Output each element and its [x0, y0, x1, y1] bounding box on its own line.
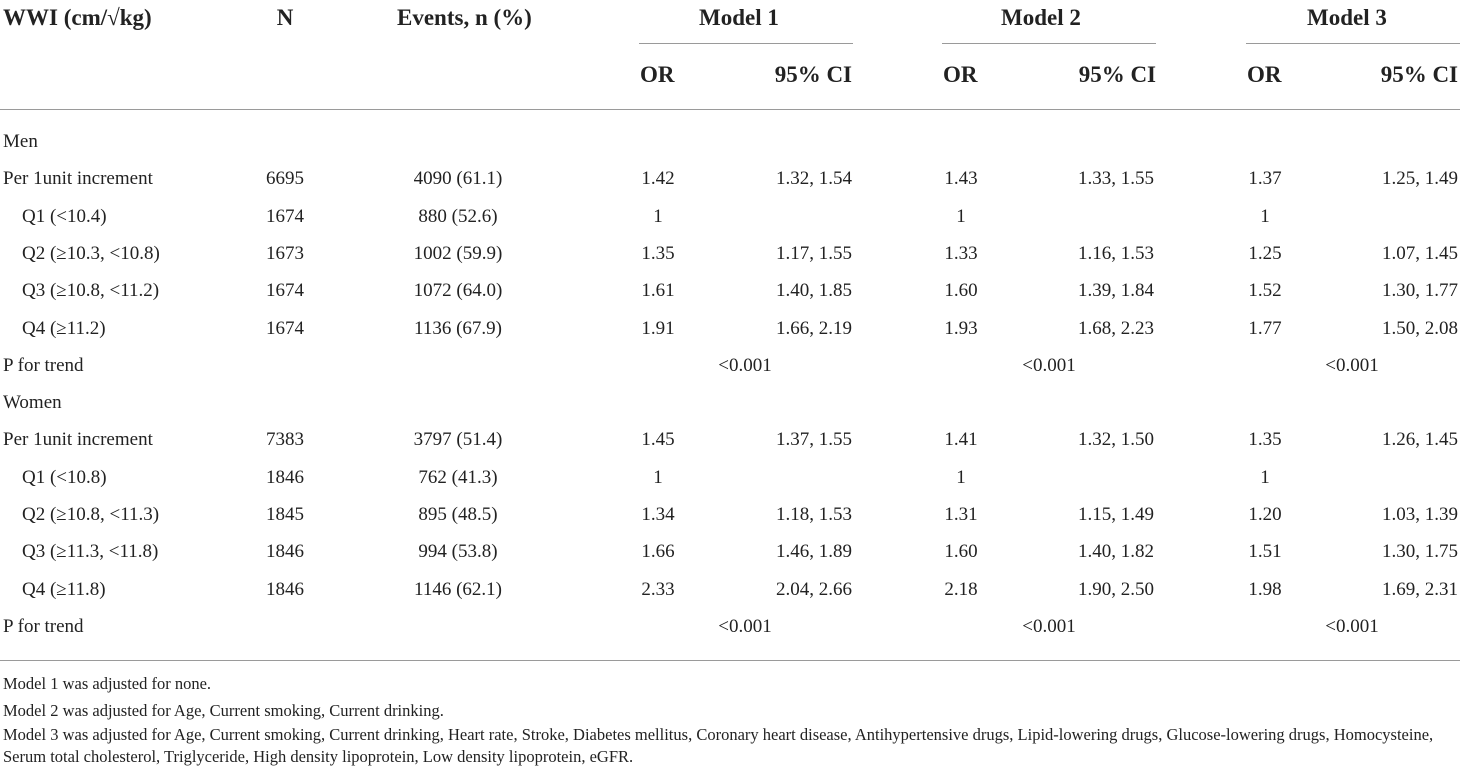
cell-m3-or: 1 [1260, 205, 1270, 227]
row-label: Men [3, 131, 38, 152]
cell-m3-ci: 1.26, 1.45 [1382, 429, 1458, 451]
cell-m3-or: 1.20 [1248, 504, 1282, 525]
cell-m2-or: 1.93 [944, 317, 978, 339]
cell-m1-or: 1.66 [641, 541, 675, 563]
row-label: Q3 (≥11.3, <11.8) [22, 541, 159, 563]
cell-events: 1072 (64.0) [413, 280, 503, 302]
cell-m3-ci: 1.69, 2.31 [1382, 578, 1458, 600]
cell-m2-or: 1.41 [944, 429, 978, 451]
cell-m2-ci: 1.16, 1.53 [1078, 242, 1154, 264]
cell-events: 3797 (51.4) [413, 429, 503, 451]
model3-rule [1246, 43, 1460, 44]
cell-m3-ci: 1.50, 2.08 [1382, 317, 1458, 339]
cell-m1-ci: 1.32, 1.54 [776, 168, 852, 190]
cell-m2-or: 2.18 [944, 578, 978, 600]
cell-n: 1846 [266, 466, 304, 488]
footnote-3: Model 3 was adjusted for Age, Current smoking, Current drinking, Heart rate, Stroke, Diabetes mellitus, Coronary heart disease, Antihypertensive drugs, Lipid-lowering drugs, Glucose-lowering drugs, Homocysteine, Serum total cholesterol, Triglyceride, High density lipoprotein, Low density lipoprotein, eGFR. [3, 725, 1434, 766]
header-model3: Model 3 [1307, 5, 1387, 30]
table-row [0, 348, 1460, 385]
cell-m2-p-trend: <0.001 [1022, 615, 1076, 637]
row-label: P for trend [3, 615, 84, 637]
cell-m1-or: 1.45 [641, 429, 675, 451]
cell-m2-ci: 1.39, 1.84 [1078, 280, 1154, 302]
cell-m3-or: 1.51 [1248, 541, 1282, 563]
cell-m2-or: 1 [956, 205, 966, 227]
cell-m2-or: 1.33 [944, 242, 978, 264]
cell-m2-ci: 1.33, 1.55 [1078, 168, 1154, 190]
cell-n: 1674 [266, 317, 304, 339]
model1-or-header: OR [640, 62, 675, 87]
cell-m1-or: 1 [653, 205, 663, 227]
cell-n: 1673 [266, 242, 304, 264]
cell-m2-or: 1.60 [944, 541, 978, 563]
row-label: Q1 (<10.8) [22, 466, 107, 488]
cell-n: 1674 [266, 205, 304, 227]
cell-m3-ci: 1.07, 1.45 [1382, 242, 1458, 264]
cell-n: 1846 [266, 541, 304, 563]
cell-m1-ci: 1.66, 2.19 [776, 317, 852, 339]
cell-m2-or: 1.31 [944, 504, 978, 525]
cell-n: 1674 [266, 280, 304, 302]
table-row [0, 385, 1460, 422]
cell-m2-or: 1.43 [944, 168, 978, 190]
cell-m1-ci: 1.37, 1.55 [776, 429, 852, 451]
cell-m3-or: 1.25 [1248, 242, 1282, 264]
row-label: Q4 (≥11.2) [22, 317, 106, 339]
header-n-text: N [276, 5, 294, 30]
model2-ci-header: 95% CI [1078, 62, 1156, 87]
table-row [0, 236, 1460, 273]
model1-rule [639, 43, 853, 44]
header-bottom-rule [0, 109, 1460, 110]
header-model1: Model 1 [699, 5, 779, 30]
cell-m2-ci: 1.32, 1.50 [1078, 429, 1154, 451]
cell-m2-p-trend: <0.001 [1022, 354, 1076, 376]
cell-events: 1002 (59.9) [413, 242, 503, 264]
cell-m3-or: 1.77 [1248, 317, 1282, 339]
cell-events: 762 (41.3) [418, 466, 498, 488]
row-label: Q1 (<10.4) [22, 205, 107, 227]
table-row [0, 422, 1460, 459]
cell-m3-p-trend: <0.001 [1325, 354, 1379, 376]
model2-or-header: OR [943, 62, 978, 87]
cell-events: 880 (52.6) [418, 205, 498, 227]
table-row [0, 273, 1460, 310]
row-label: Q2 (≥10.8, <11.3) [22, 504, 160, 525]
cell-m1-or: 1 [653, 466, 663, 488]
cell-m2-ci: 1.68, 2.23 [1078, 317, 1154, 339]
cell-m1-ci: 2.04, 2.66 [776, 578, 852, 600]
row-label: Q2 (≥10.3, <10.8) [22, 242, 160, 264]
cell-m3-or: 1.37 [1248, 168, 1282, 190]
cell-m3-ci: 1.30, 1.75 [1382, 541, 1458, 563]
table-row [0, 497, 1460, 534]
table-row [0, 534, 1460, 571]
cell-events: 1146 (62.1) [414, 578, 502, 600]
cell-m3-ci: 1.03, 1.39 [1382, 504, 1458, 525]
cell-m2-ci: 1.15, 1.49 [1078, 504, 1154, 525]
cell-m1-or: 1.42 [641, 168, 675, 190]
table-row [0, 460, 1460, 497]
cell-m3-or: 1.98 [1248, 578, 1282, 600]
table-row [0, 609, 1460, 646]
cell-m1-or: 1.91 [641, 317, 675, 339]
cell-n: 1846 [266, 578, 304, 600]
cell-m1-p-trend: <0.001 [718, 615, 772, 637]
cell-m1-ci: 1.17, 1.55 [776, 242, 852, 264]
row-label: Per 1unit increment [3, 168, 153, 190]
cell-m3-or: 1.52 [1248, 280, 1282, 302]
cell-events: 1136 (67.9) [414, 317, 502, 339]
cell-m1-ci: 1.40, 1.85 [776, 280, 852, 302]
cell-m1-or: 1.35 [641, 242, 675, 264]
table-row [0, 124, 1460, 161]
row-label: Women [3, 392, 62, 414]
cell-m3-or: 1 [1260, 466, 1270, 488]
cell-n: 7383 [266, 429, 304, 451]
cell-m3-ci: 1.30, 1.77 [1382, 280, 1458, 302]
table-row [0, 199, 1460, 236]
model3-or-header: OR [1247, 62, 1282, 87]
cell-m2-ci: 1.40, 1.82 [1078, 541, 1154, 563]
cell-m1-or: 1.61 [641, 280, 675, 302]
cell-m3-p-trend: <0.001 [1325, 615, 1379, 637]
cell-m1-or: 2.33 [641, 578, 675, 600]
row-label: P for trend [3, 354, 84, 376]
cell-n: 6695 [266, 168, 304, 190]
cell-events: 895 (48.5) [418, 504, 498, 525]
table-row [0, 572, 1460, 609]
row-label: Q3 (≥10.8, <11.2) [22, 280, 160, 302]
table-row [0, 311, 1460, 348]
header-model2: Model 2 [1001, 5, 1081, 30]
cell-events: 994 (53.8) [418, 541, 498, 563]
footnote-1: Model 1 was adjusted for none. [3, 674, 212, 693]
model2-rule [942, 43, 1156, 44]
cell-n: 1845 [266, 504, 304, 525]
cell-m2-ci: 1.90, 2.50 [1078, 578, 1154, 600]
cell-m1-or: 1.34 [641, 504, 675, 525]
cell-m2-or: 1 [956, 466, 966, 488]
model3-ci-header: 95% CI [1380, 62, 1458, 87]
header-events: Events, n (%) [397, 5, 532, 30]
row-label: Per 1unit increment [3, 429, 153, 451]
cell-m3-ci: 1.25, 1.49 [1382, 168, 1458, 190]
cell-events: 4090 (61.1) [413, 168, 503, 190]
model1-ci-header: 95% CI [774, 62, 852, 87]
row-label: Q4 (≥11.8) [22, 578, 106, 600]
table-row [0, 161, 1460, 198]
cell-m1-ci: 1.18, 1.53 [776, 504, 852, 525]
table-bottom-rule [0, 660, 1460, 661]
cell-m2-or: 1.60 [944, 280, 978, 302]
cell-m3-or: 1.35 [1248, 429, 1282, 451]
cell-m1-p-trend: <0.001 [718, 354, 772, 376]
footnote-2: Model 2 was adjusted for Age, Current smoking, Current drinking. [3, 701, 444, 720]
header-wwi: WWI (cm/√kg) [3, 5, 152, 30]
cell-m1-ci: 1.46, 1.89 [776, 541, 852, 563]
